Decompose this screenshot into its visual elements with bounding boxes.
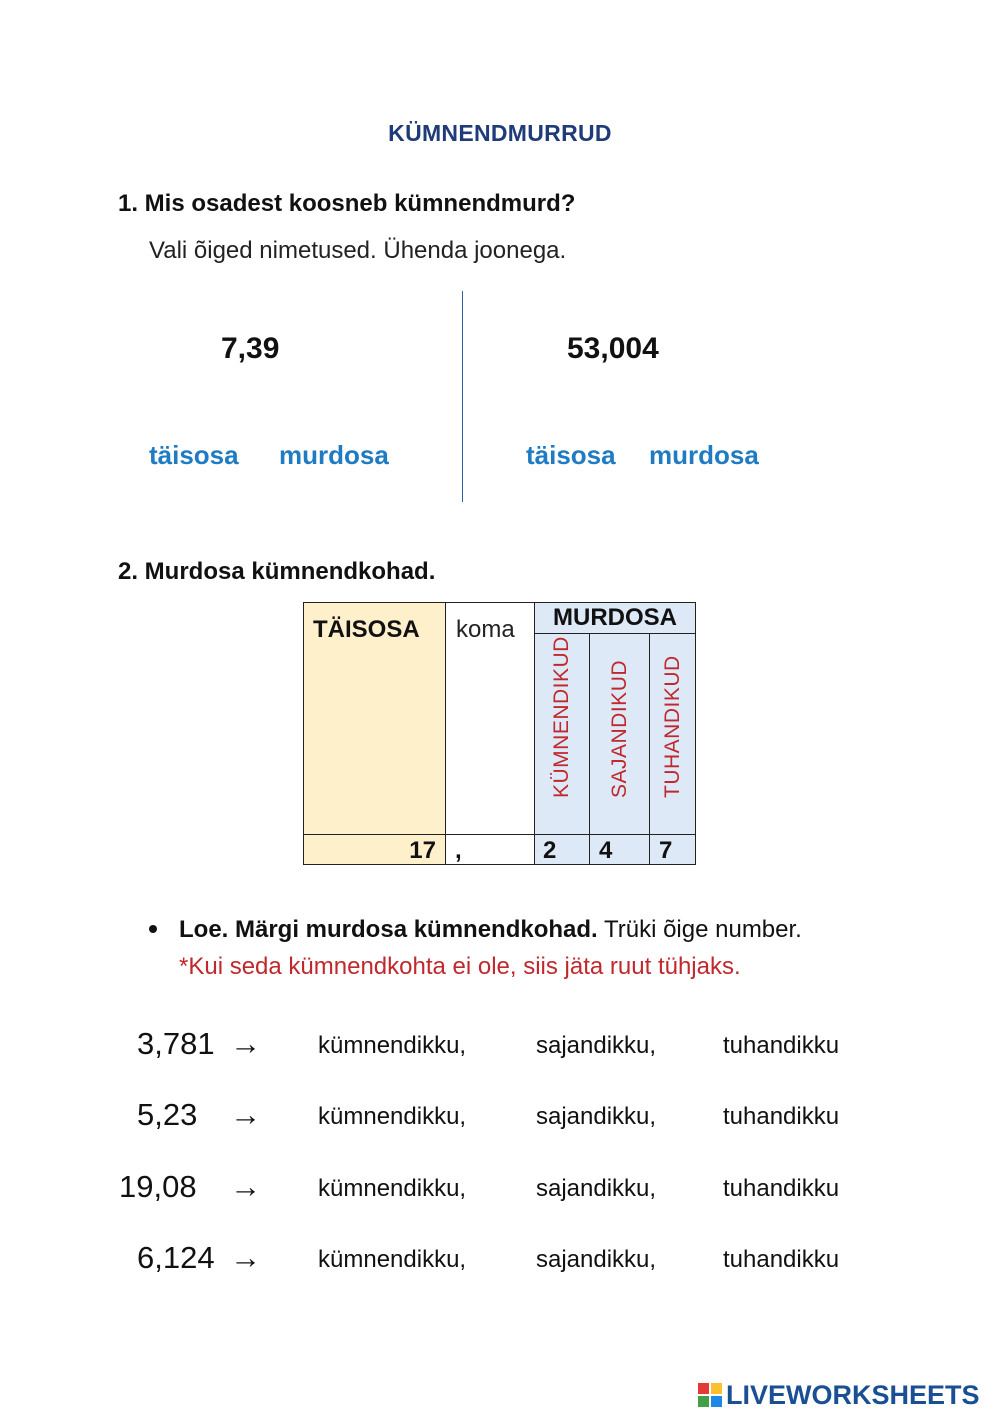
logo-block [698,1383,709,1394]
arrow-icon: → [230,1097,261,1132]
row-tenths-value: 2 [543,837,557,864]
thousandths-label: tuhandikku [723,1103,840,1130]
column-tenths [534,633,590,835]
comma-header-cell [445,602,535,835]
tenths-label: kümnendikku, [318,1032,467,1059]
logo-block [711,1383,722,1394]
whole-header-cell [303,602,446,835]
column-thousandths-label: TUHANDIKUD [660,655,684,798]
question-1-instruction: Vali õiged nimetused. Ühenda joonega. [149,237,567,264]
fraction-header: MURDOSA [553,604,677,631]
hundredths-label: sajandikku, [536,1175,657,1202]
logo-text: LIVEWORKSHEETS [726,1379,980,1410]
question-1-heading: 1. Mis osadest koosneb kümnendmurd? [118,190,576,217]
column-tenths-label: KÜMNENDIKUD [550,636,573,798]
logo-block [698,1396,709,1407]
column-thousandths [649,633,696,835]
right-number: 53,004 [567,332,659,365]
divider-line [462,291,463,502]
row-hundredths-value: 4 [599,837,613,864]
hundredths-label: sajandikku, [536,1246,657,1273]
logo-blocks-icon [698,1383,722,1407]
left-number: 7,39 [221,332,280,365]
thousandths-label: tuhandikku [723,1246,840,1273]
liveworksheets-logo [698,1378,980,1412]
tenths-label: kümnendikku, [318,1175,467,1202]
tenths-label: kümnendikku, [318,1246,467,1273]
bullet-note: *Kui seda kümnendkohta ei ole, siis jäta ruut tühjaks. [179,953,741,980]
question-2-heading: 2. Murdosa kümnendkohad. [118,558,436,585]
exercise-number: 19,08 [119,1169,197,1204]
bullet-normal-text: Trüki õige number. [597,916,802,943]
left-option-taisosa[interactable]: täisosa [149,440,239,470]
row-tenths-cell [534,834,590,865]
row-hundredths-cell [589,834,650,865]
row-whole-cell [303,834,446,865]
exercise-number: 5,23 [137,1097,198,1132]
exercise-number: 3,781 [137,1026,215,1061]
row-thousandths-cell [649,834,696,865]
hundredths-label: sajandikku, [536,1103,657,1130]
thousandths-label: tuhandikku [723,1032,840,1059]
page-title: KÜMNENDMURRUD [388,120,612,146]
arrow-icon: → [230,1026,261,1061]
bullet-bold-text: Loe. Märgi murdosa kümnendkohad. [179,916,598,943]
arrow-icon: → [230,1240,261,1275]
column-hundredths [589,633,650,835]
whole-header: TÄISOSA [313,616,420,643]
row-comma-cell [445,834,535,865]
exercise-number: 6,124 [137,1240,215,1275]
thousandths-label: tuhandikku [723,1175,840,1202]
bullet-dot [149,925,157,933]
left-option-murdosa[interactable]: murdosa [279,440,389,470]
row-thousandths-value: 7 [659,837,673,864]
right-option-taisosa[interactable]: täisosa [526,440,616,470]
right-option-murdosa[interactable]: murdosa [649,440,759,470]
bullet-instruction [179,916,802,944]
column-hundredths-label: SAJANDIKUD [607,659,631,798]
tenths-label: kümnendikku, [318,1103,467,1130]
place-value-table [303,602,696,865]
row-whole-value: 17 [409,837,436,864]
logo-block [711,1396,722,1407]
fraction-header-cell [534,602,696,634]
row-comma-value: , [455,837,462,864]
arrow-icon: → [230,1169,261,1204]
hundredths-label: sajandikku, [536,1032,657,1059]
comma-header: koma [456,616,515,643]
